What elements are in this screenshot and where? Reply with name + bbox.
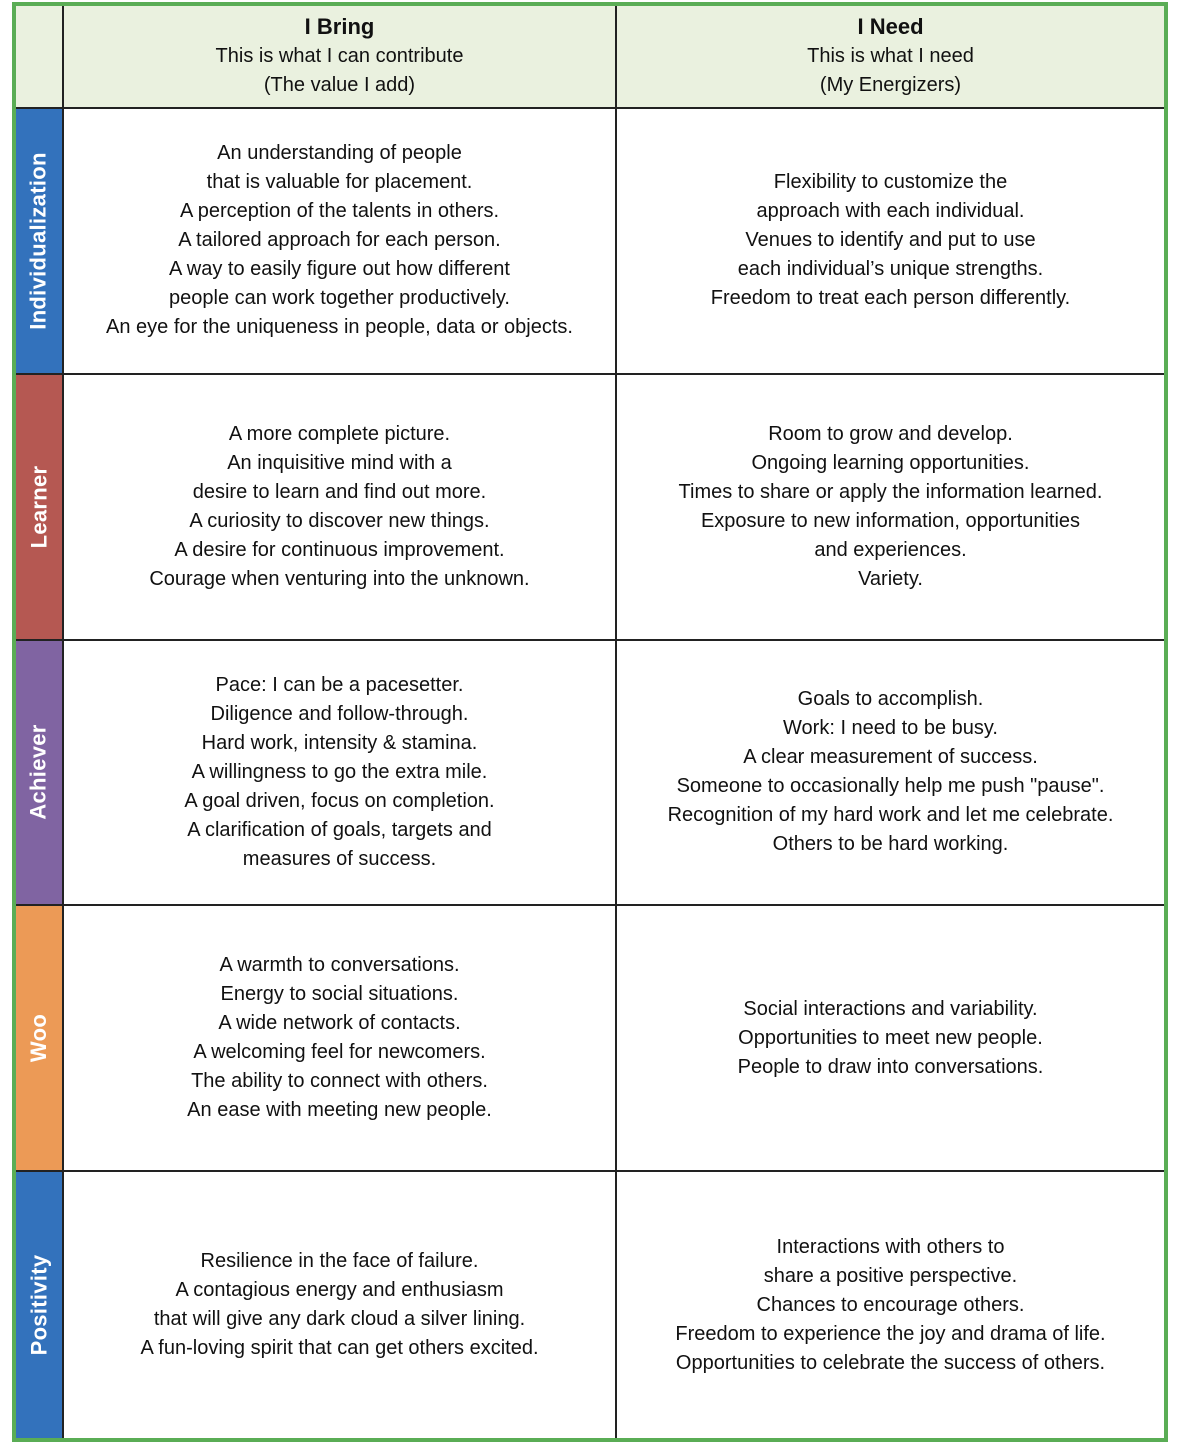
need-item: each individual’s unique strengths. bbox=[737, 258, 1044, 281]
bring-item: A fun-loving spirit that can get others excited. bbox=[140, 1337, 539, 1360]
need-item: Someone to occasionally help me push "pause". bbox=[676, 775, 1105, 798]
woo-need-cell bbox=[617, 906, 1164, 1172]
need-list bbox=[668, 685, 1114, 859]
learner-need-cell bbox=[617, 375, 1164, 641]
bring-item: that is valuable for placement. bbox=[206, 171, 473, 194]
theme-name: Positivity bbox=[26, 1254, 51, 1356]
woo-bring-cell bbox=[64, 906, 617, 1172]
need-list bbox=[675, 1233, 1105, 1378]
positivity-need-cell bbox=[617, 1172, 1164, 1438]
need-item: Venues to identify and put to use bbox=[745, 229, 1036, 252]
need-item: Recognition of my hard work and let me celebrate. bbox=[667, 804, 1114, 827]
bring-item: A way to easily figure out how different bbox=[169, 258, 510, 281]
need-item: Freedom to experience the joy and drama of life. bbox=[675, 1322, 1106, 1345]
strengths-table bbox=[16, 6, 1164, 1438]
bring-list bbox=[149, 420, 529, 594]
need-item: Exposure to new information, opportunities bbox=[700, 509, 1081, 532]
header-bring-title: I Bring bbox=[304, 14, 375, 39]
need-item: Chances to encourage others. bbox=[756, 1293, 1025, 1316]
need-item: People to draw into conversations. bbox=[737, 1055, 1044, 1078]
bring-item: A warmth to conversations. bbox=[219, 954, 460, 977]
header-need-subtitle: This is what I need bbox=[807, 45, 974, 67]
strengths-table-frame bbox=[12, 2, 1168, 1442]
need-item: Goals to accomplish. bbox=[797, 688, 984, 711]
need-list bbox=[738, 995, 1044, 1082]
bring-item: A welcoming feel for newcomers. bbox=[193, 1041, 486, 1064]
achiever-bring-cell bbox=[64, 641, 617, 907]
bring-item: An eye for the uniqueness in people, data or objects. bbox=[106, 316, 573, 339]
header-need-title: I Need bbox=[857, 14, 924, 39]
individualization-bring-cell bbox=[64, 109, 617, 375]
theme-name: Individualization bbox=[26, 152, 51, 330]
bring-item: A desire for continuous improvement. bbox=[174, 538, 505, 561]
need-item: Opportunities to meet new people. bbox=[738, 1026, 1043, 1049]
header-need bbox=[617, 6, 1164, 109]
need-item: Others to be hard working. bbox=[772, 833, 1009, 856]
bring-item: The ability to connect with others. bbox=[191, 1070, 488, 1093]
theme-label-learner bbox=[16, 375, 64, 641]
bring-item: An ease with meeting new people. bbox=[187, 1099, 492, 1122]
positivity-bring-cell bbox=[64, 1172, 617, 1438]
learner-bring-cell bbox=[64, 375, 617, 641]
bring-item: Courage when venturing into the unknown. bbox=[149, 567, 530, 590]
header-bring-subtitle-note: (The value I add) bbox=[263, 74, 416, 96]
need-item: Times to share or apply the information learned. bbox=[678, 480, 1103, 503]
need-item: Work: I need to be busy. bbox=[783, 717, 998, 740]
need-item: Social interactions and variability. bbox=[743, 997, 1038, 1020]
need-item: Opportunities to celebrate the success of others. bbox=[675, 1351, 1106, 1374]
theme-name: Learner bbox=[26, 465, 51, 549]
theme-label-positivity bbox=[16, 1172, 64, 1438]
need-item: Freedom to treat each person differently. bbox=[710, 287, 1071, 310]
bring-list bbox=[106, 139, 573, 342]
bring-item: measures of success. bbox=[242, 847, 437, 870]
bring-list bbox=[184, 671, 494, 874]
bring-item: A tailored approach for each person. bbox=[178, 229, 501, 252]
need-item: share a positive perspective. bbox=[763, 1264, 1018, 1287]
theme-name: Achiever bbox=[26, 724, 51, 821]
bring-item: Pace: I can be a pacesetter. bbox=[215, 673, 464, 696]
need-item: Interactions with others to bbox=[776, 1235, 1005, 1258]
header-bring bbox=[64, 6, 617, 109]
need-item: and experiences. bbox=[814, 538, 967, 561]
bring-item: A perception of the talents in others. bbox=[179, 200, 500, 223]
need-list bbox=[679, 420, 1103, 594]
bring-item: people can work together productively. bbox=[169, 287, 510, 310]
theme-label-achiever bbox=[16, 641, 64, 907]
bring-list bbox=[187, 951, 492, 1125]
need-list bbox=[711, 168, 1070, 313]
bring-item: An inquisitive mind with a bbox=[227, 451, 452, 474]
need-item: Flexibility to customize the bbox=[773, 171, 1008, 194]
theme-label-individualization bbox=[16, 109, 64, 375]
achiever-need-cell bbox=[617, 641, 1164, 907]
bring-item: A clarification of goals, targets and bbox=[187, 818, 492, 841]
bring-item: Energy to social situations. bbox=[220, 983, 459, 1006]
header-need-subtitle-note: (My Energizers) bbox=[819, 74, 962, 96]
theme-name: Woo bbox=[26, 1014, 51, 1063]
bring-item: Diligence and follow-through. bbox=[210, 702, 469, 725]
bring-list bbox=[141, 1247, 539, 1363]
bring-item: Hard work, intensity & stamina. bbox=[201, 731, 478, 754]
header-bring-subtitle: This is what I can contribute bbox=[215, 45, 464, 67]
need-item: approach with each individual. bbox=[756, 200, 1025, 223]
individualization-need-cell bbox=[617, 109, 1164, 375]
bring-item: A wide network of contacts. bbox=[218, 1012, 461, 1035]
bring-item: that will give any dark cloud a silver lining. bbox=[153, 1308, 526, 1331]
need-item: A clear measurement of success. bbox=[743, 746, 1038, 769]
header-corner-cell bbox=[16, 6, 64, 109]
theme-label-woo bbox=[16, 906, 64, 1172]
bring-item: Resilience in the face of failure. bbox=[200, 1250, 479, 1273]
need-item: Room to grow and develop. bbox=[768, 422, 1013, 445]
bring-item: A more complete picture. bbox=[228, 422, 451, 445]
bring-item: A goal driven, focus on completion. bbox=[184, 789, 495, 812]
bring-item: An understanding of people bbox=[217, 142, 462, 165]
bring-item: A contagious energy and enthusiasm bbox=[175, 1279, 504, 1302]
bring-item: A curiosity to discover new things. bbox=[189, 509, 490, 532]
bring-item: A willingness to go the extra mile. bbox=[191, 760, 488, 783]
need-item: Ongoing learning opportunities. bbox=[751, 451, 1030, 474]
need-item: Variety. bbox=[858, 567, 923, 590]
bring-item: desire to learn and find out more. bbox=[192, 480, 487, 503]
